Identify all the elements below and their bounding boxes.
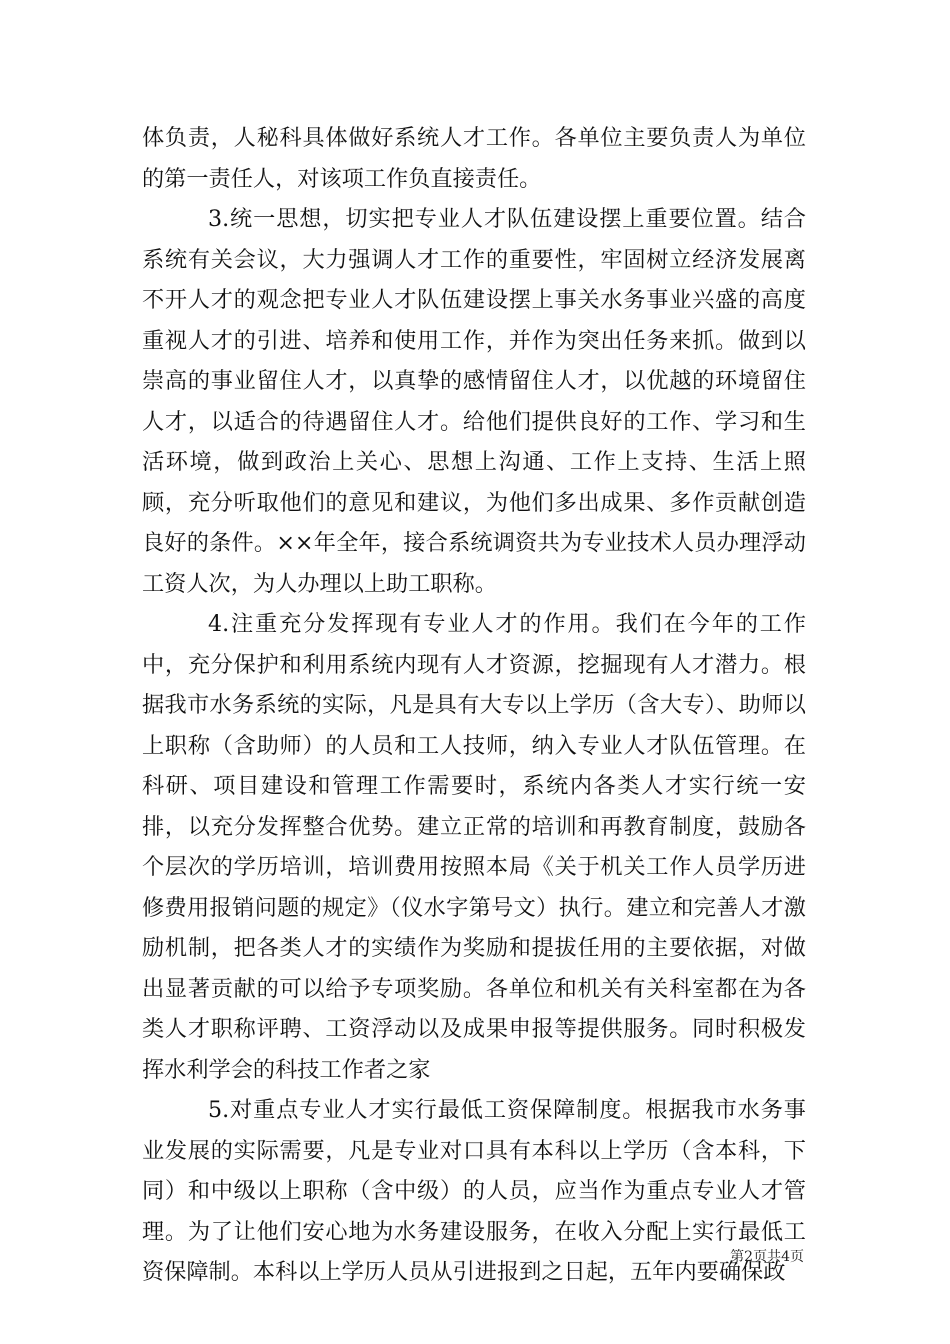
- page-number: 第2页共4页: [730, 1249, 804, 1265]
- paragraph-4: 4.注重充分发挥现有专业人才的作用。我们在今年的工作中，充分保护和利用系统内现有人才资源，挖掘现有人才潜力。根据我市水务系统的实际，凡是具有大专以上学历（含大专）、助师以上职称（含助师）的人员和工人技师，纳入专业人才队伍管理。在科研、项目建设和管理工作需要时，系统内各类人才实行统一安排，以充分发挥整合优势。建立正常的培训和再教育制度，鼓励各个层次的学历培训，培训费用按照本局《关于机关工作人员学历进修费用报销问题的规定》（仪水字第号文）执行。建立和完善人才激励机制，把各类人才的实绩作为奖励和提拔任用的主要依据，对做出显著贡献的可以给予专项奖励。各单位和机关有关科室都在为各类人才职称评聘、工资浮动以及成果申报等提供服务。同时积极发挥水利学会的科技工作者之家: [142, 611, 806, 1083]
- paragraph-5: 5.对重点专业人才实行最低工资保障制度。根据我市水务事业发展的实际需要，凡是专业对口具有本科以上学历（含本科，下同）和中级以上职称（含中级）的人员，应当作为重点专业人才管理。为了让他们安心地为水务建设服务，在收入分配上实行最低工资保障制。本科以上学历人员从引进报到之日起，五年内要确保政: [142, 1097, 806, 1285]
- paragraph-3: 3.统一思想，切实把专业人才队伍建设摆上重要位置。结合系统有关会议，大力强调人才工作的重要性，牢固树立经济发展离不开人才的观念把专业人才队伍建设摆上事关水务事业兴盛的高度重视人才的引进、培养和使用工作，并作为突出任务来抓。做到以崇高的事业留住人才，以真挚的感情留住人才，以优越的环境留住人才，以适合的待遇留住人才。给他们提供良好的工作、学习和生活环境，做到政治上关心、思想上沟通、工作上支持、生活上照顾，充分听取他们的意见和建议，为他们多出成果、多作贡献创造良好的条件。××年全年，接合系统调资共为专业技术人员办理浮动工资人次，为人办理以上助工职称。: [142, 206, 806, 597]
- paragraph-continuation: 体负责，人秘科具体做好系统人才工作。各单位主要负责人为单位的第一责任人，对该项工作负直接责任。: [142, 125, 806, 192]
- document-body: [142, 118, 806, 1293]
